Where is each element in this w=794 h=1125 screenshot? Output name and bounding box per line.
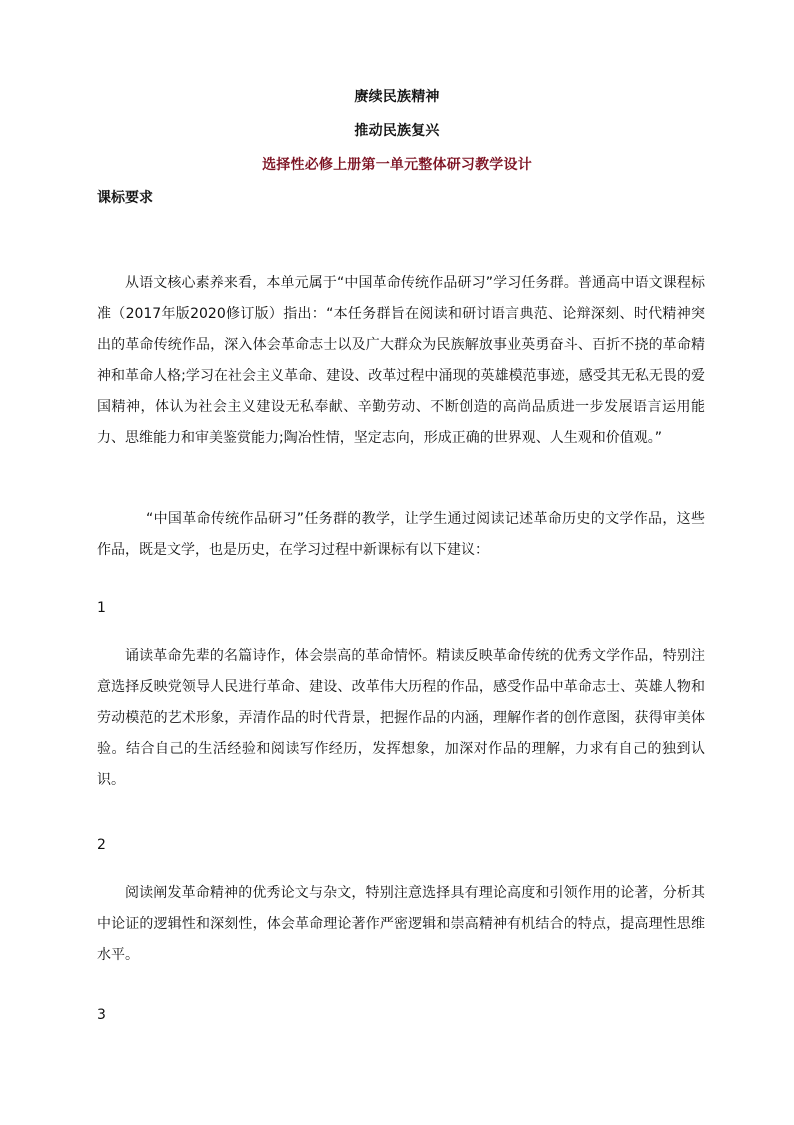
document-title-line-1: 赓续民族精神 [354,89,440,105]
document-title-line-2: 推动民族复兴 [354,123,440,139]
recommendation-text-1: 诵读革命先辈的名篇诗作，体会崇高的革命情怀。精读反映革命传统的优秀文学作品，特别注意选择反映党领导人民进行革命、建设、改革伟大历程的作品，感受作品中革命志士、英雄人物和劳动模范的艺术形象，弄清作品的时代背景，把握作品的内涵，理解作者的创作意图，获得审美体验。结合自己的生活经验和阅读写作经历，发挥想象，加深对作品的理解，力求有自己的独到认识。 [97,648,705,788]
curriculum-paragraph-1: 从语文核心素养来看，本单元属于“中国革命传统作品研习”学习任务群。普通高中语文课程标准（2017年版2020修订版）指出：“本任务群旨在阅读和研讨语言典范、论辩深刻、时代精神突出的革命传统作品，深入体会革命志士以及广大群众为民族解放事业英勇奋斗、百折不挠的革命精神和革命人格;学习在社会主义革命、建设、改革过程中涌现的英雄模范事迹，感受其无私无畏的爱国精神，体认为社会主义建设无私奉献、辛勤劳动、不断创造的高尚品质进一步发展语言运用能力、思维能力和审美鉴赏能力;陶冶性情，坚定志向，形成正确的世界观、人生观和价值观。” [97,275,705,446]
recommendation-number-1: 1 [97,600,106,616]
recommendation-number-3: 3 [97,1007,106,1023]
section-heading-curriculum-requirements: 课标要求 [97,190,153,206]
curriculum-paragraph-2: “中国革命传统作品研习”任务群的教学，让学生通过阅读记述革命历史的文学作品，这些作品，既是文学，也是历史，在学习过程中新课标有以下建议： [97,511,705,558]
document-subtitle: 选择性必修上册第一单元整体研习教学设计 [262,157,532,173]
recommendation-text-2: 阅读阐发革命精神的优秀论文与杂文，特别注意选择具有理论高度和引领作用的论著，分析其中论证的逻辑性和深刻性，体会革命理论著作严密逻辑和崇高精神有机结合的特点，提高理性思维水平。 [97,885,705,963]
recommendation-number-2: 2 [97,837,106,853]
